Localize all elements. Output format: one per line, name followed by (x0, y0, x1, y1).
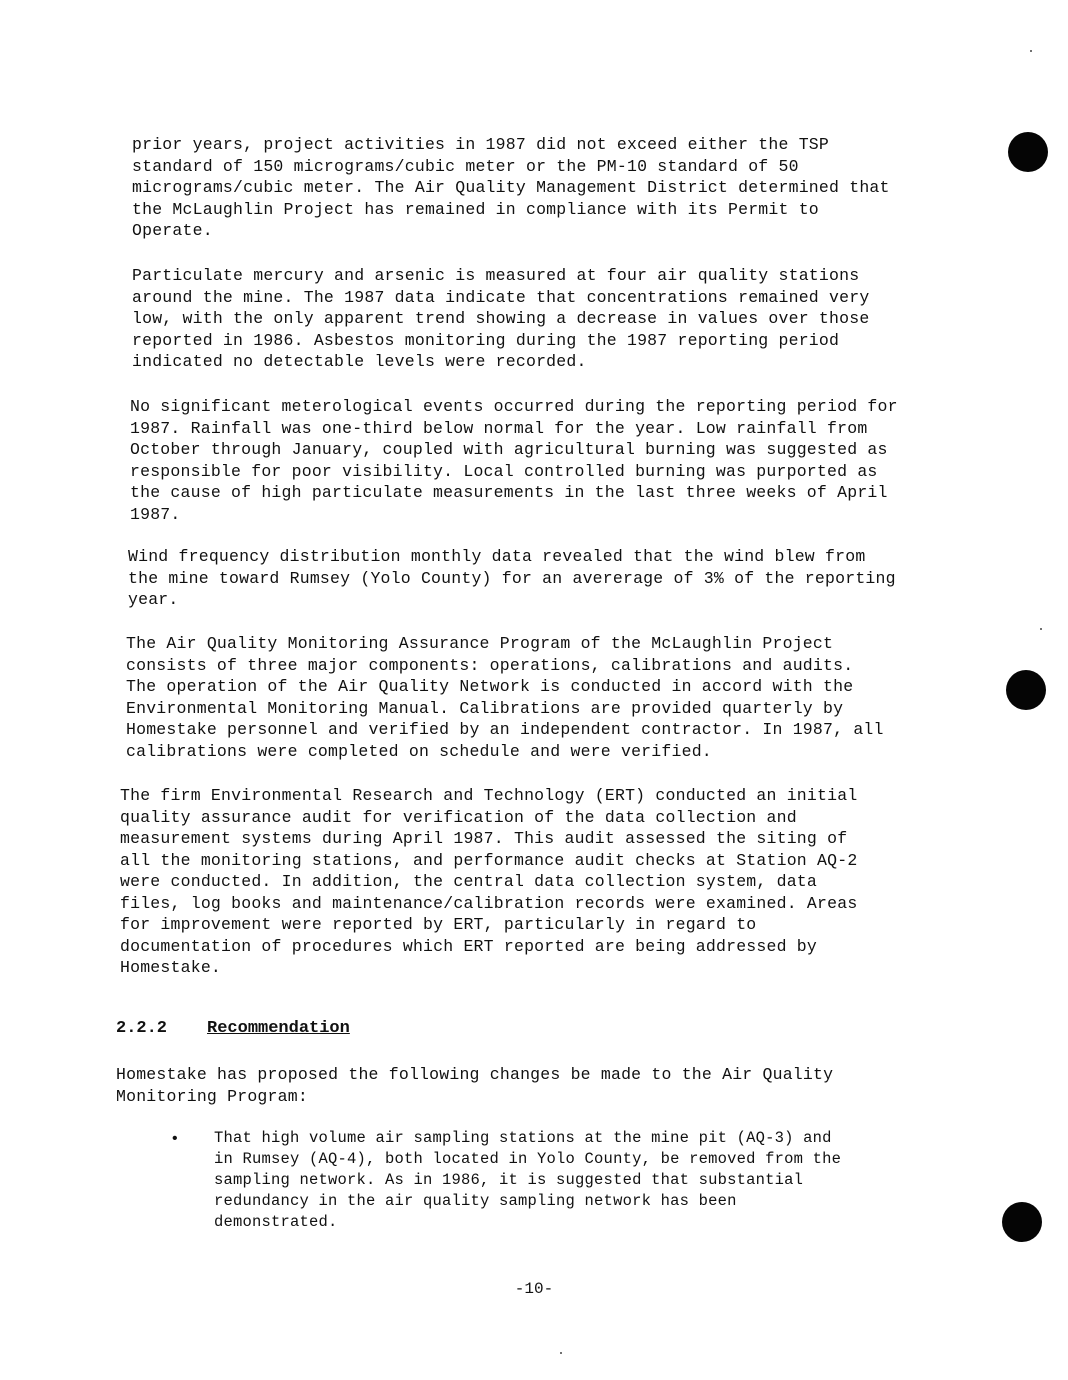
binder-hole-bottom (1002, 1202, 1042, 1242)
section-title: Recommendation (207, 1019, 350, 1038)
binder-hole-top (1008, 132, 1048, 172)
paragraph-wind: Wind frequency distribution monthly data revealed that the wind blew from the mine toward Rumsey (Yolo County) for an avererage of 3% of the reporting year. (128, 547, 896, 609)
scan-speck (1040, 628, 1042, 630)
page-number: -10- (514, 1280, 554, 1298)
binder-hole-middle (1006, 670, 1046, 710)
paragraph-meteorological: No significant meterological events occurred during the reporting period for 1987. Rainfall was one-third below normal for the year. Low rainfall from October through January, coupled with agricultural burning was suggested as responsible for poor visibility. Local controlled burning was purported as the cause of high particulate measurements in the last three weeks of April 1987. (130, 397, 898, 524)
section-heading (116, 1019, 350, 1038)
section-intro: Homestake has proposed the following changes be made to the Air Quality Monitoring Program: (116, 1065, 834, 1106)
scan-speck (1030, 50, 1032, 52)
paragraph-ert-audit: The firm Environmental Research and Technology (ERT) conducted an initial quality assurance audit for verification of the data collection and measurement systems during April 1987. This audit assessed the siting of all the monitoring stations, and performance audit checks at Station AQ-2 were conducted. In addition, the central data collection system, data files, log books and maintenance/calibration records were examined. Areas for improvement were reported by ERT, particularly in regard to documentation of procedures which ERT reported are being addressed by Homestake. (120, 786, 858, 977)
paragraph-compliance: prior years, project activities in 1987 did not exceed either the TSP standard of 150 micrograms/cubic meter or the PM-10 standard of 50 micrograms/cubic meter. The Air Quality Management District determined that the McLaughlin Project has remained in compliance with its Permit to Operate. (132, 135, 890, 240)
section-number: 2.2.2 (116, 1019, 168, 1038)
paragraph-particulate: Particulate mercury and arsenic is measured at four air quality stations around the mine. The 1987 data indicate that concentrations remained very low, with the only apparent trend showing a decrease in values over those reported in 1986. Asbestos monitoring during the 1987 reporting period indicated no detectable levels were recorded. (132, 266, 870, 371)
bullet-marker: • (170, 1130, 180, 1148)
paragraph-assurance-program: The Air Quality Monitoring Assurance Program of the McLaughlin Project consists of three major components: operations, calibrations and audits. The operation of the Air Quality Network is conducted in accord with the Environmental Monitoring Manual. Calibrations are provided quarterly by Homestake personnel and verified by an independent contractor. In 1987, all calibrations were completed on schedule and were verified. (126, 634, 884, 761)
scan-speck (560, 1352, 562, 1354)
bullet-item: That high volume air sampling stations at the mine pit (AQ-3) and in Rumsey (AQ-4), both located in Yolo County, be removed from the sampling network. As in 1986, it is suggested that substantial redundancy in the air quality sampling network has been demonstrated. (214, 1129, 842, 1231)
